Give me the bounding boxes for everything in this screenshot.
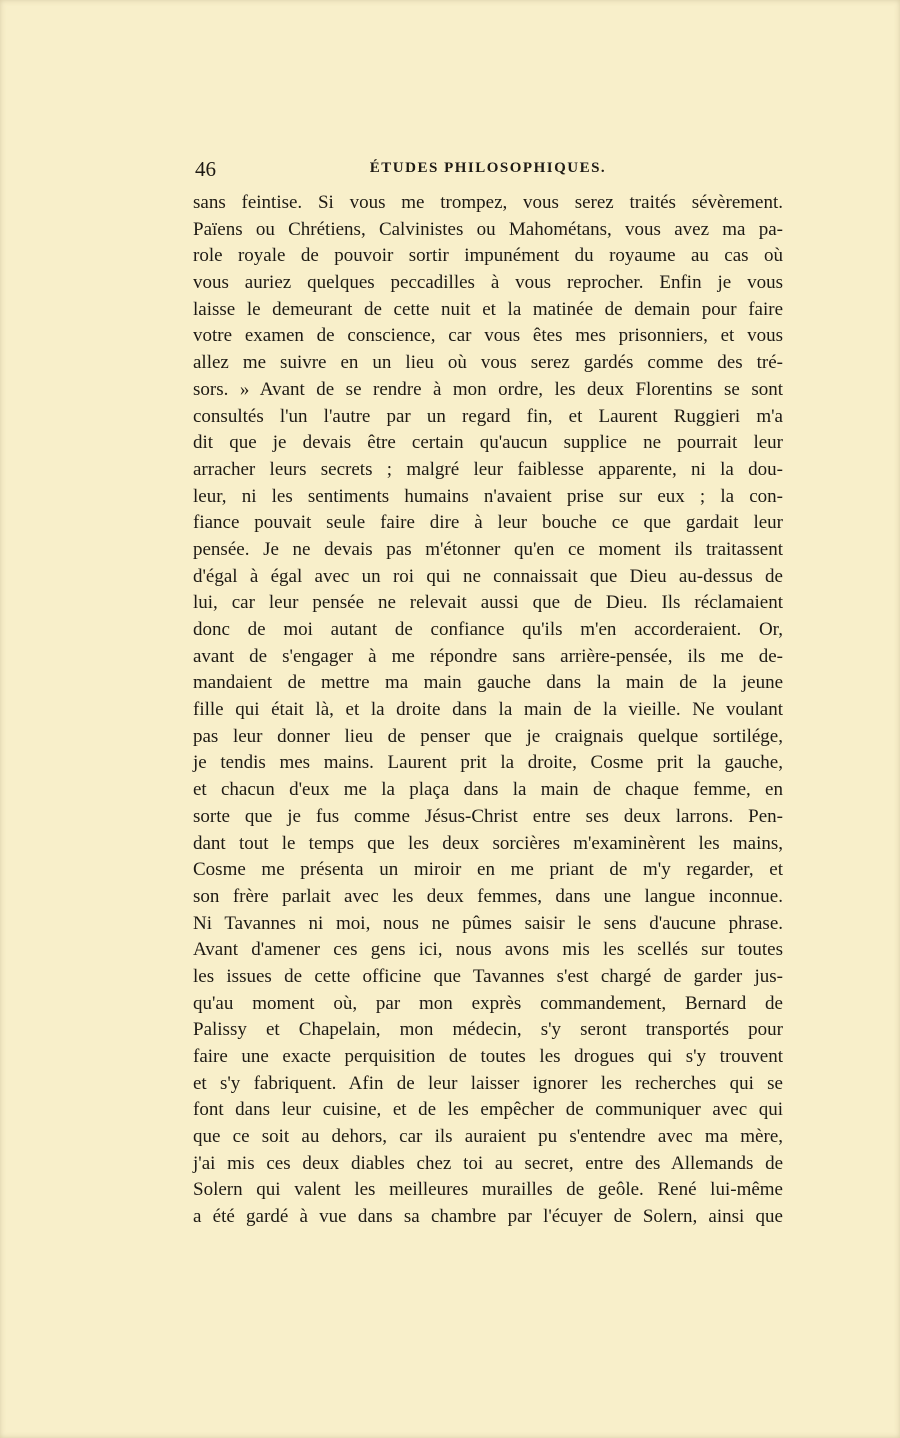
text-line: fiance pouvait seule faire dire à leur bouche ce que gardait leur bbox=[193, 512, 783, 534]
text-line: role royale de pouvoir sortir impunément du royaume au cas où bbox=[193, 245, 783, 267]
body-text bbox=[193, 190, 783, 1231]
text-line: faire une exacte perquisition de toutes les drogues qui s'y trouvent bbox=[193, 1046, 783, 1067]
text-line: sans feintise. Si vous me trompez, vous serez traités sévèrement. bbox=[193, 192, 783, 213]
text-line: laisse le demeurant de cette nuit et la matinée de demain pour faire bbox=[193, 298, 783, 320]
text-line: Païens ou Chrétiens, Calvinistes ou Mahométans, vous avez ma pa- bbox=[193, 218, 783, 240]
text-line: Ni Tavannes ni moi, nous ne pûmes saisir le sens d'aucune phrase. bbox=[193, 912, 783, 934]
text-line: je tendis mes mains. Laurent prit la droite, Cosme prit la gauche, bbox=[193, 752, 783, 774]
text-line: consultés l'un l'autre par un regard fin, et Laurent Ruggieri m'a bbox=[193, 405, 783, 427]
text-line: arracher leurs secrets ; malgré leur faiblesse apparente, ni la dou- bbox=[193, 458, 783, 480]
text-line: pas leur donner lieu de penser que je craignais quelque sortilége, bbox=[193, 725, 783, 747]
text-line: fille qui était là, et la droite dans la main de la vieille. Ne voulant bbox=[193, 699, 783, 721]
text-line: Avant d'amener ces gens ici, nous avons mis les scellés sur toutes bbox=[193, 939, 783, 961]
text-line: que ce soit au dehors, car ils auraient pu s'entendre avec ma mère, bbox=[193, 1126, 783, 1148]
text-line: les issues de cette officine que Tavannes s'est chargé de garder jus- bbox=[193, 965, 783, 987]
text-line: vous auriez quelques peccadilles à vous reprocher. Enfin je vous bbox=[193, 272, 783, 294]
text-line: donc de moi autant de confiance qu'ils m'en accorderaient. Or, bbox=[193, 619, 783, 640]
text-line: Palissy et Chapelain, mon médecin, s'y seront transportés pour bbox=[193, 1019, 783, 1041]
text-line: lui, car leur pensée ne relevait aussi que de Dieu. Ils réclamaient bbox=[193, 592, 783, 614]
text-line: Cosme me présenta un miroir en me priant de m'y regarder, et bbox=[193, 859, 783, 881]
text-line: allez me suivre en un lieu où vous serez gardés comme des tré- bbox=[193, 352, 783, 374]
text-line: sorte que je fus comme Jésus-Christ entre ses deux larrons. Pen- bbox=[193, 805, 783, 827]
text-line: avant de s'engager à me répondre sans arrière-pensée, ils me de- bbox=[193, 645, 783, 667]
text-line: leur, ni les sentiments humains n'avaient prise sur eux ; la con- bbox=[193, 485, 783, 507]
text-line: pensée. Je ne devais pas m'étonner qu'en ce moment ils traitassent bbox=[193, 538, 783, 560]
text-line: son frère parlait avec les deux femmes, dans une langue inconnue. bbox=[193, 885, 783, 907]
text-line: d'égal à égal avec un roi qui ne connaissait que Dieu au-dessus de bbox=[193, 565, 783, 587]
text-line: Solern qui valent les meilleures murailles de geôle. René lui-même bbox=[193, 1179, 783, 1201]
text-line: j'ai mis ces deux diables chez toi au secret, entre des Allemands de bbox=[193, 1152, 783, 1174]
page-number: 46 bbox=[195, 157, 216, 181]
text-line: et s'y fabriquent. Afin de leur laisser ignorer les recherches qui se bbox=[193, 1072, 783, 1094]
text-line: mandaient de mettre ma main gauche dans la main de la jeune bbox=[193, 672, 783, 694]
text-line: et chacun d'eux me la plaça dans la main de chaque femme, en bbox=[193, 779, 783, 801]
text-line: dant tout le temps que les deux sorcières m'examinèrent les mains, bbox=[193, 832, 783, 854]
text-line: font dans leur cuisine, et de les empêcher de communiquer avec qui bbox=[193, 1099, 783, 1121]
text-line: votre examen de conscience, car vous êtes mes prisonniers, et vous bbox=[193, 325, 783, 347]
text-line: a été gardé à vue dans sa chambre par l'écuyer de Solern, ainsi que bbox=[193, 1206, 783, 1228]
text-line: sors. » Avant de se rendre à mon ordre, les deux Florentins se sont bbox=[193, 378, 783, 400]
running-title: ÉTUDES PHILOSOPHIQUES. bbox=[369, 160, 607, 176]
text-line: qu'au moment où, par mon exprès commandement, Bernard de bbox=[193, 992, 783, 1014]
page-header bbox=[193, 157, 783, 185]
text-line: dit que je devais être certain qu'aucun supplice ne pourrait leur bbox=[193, 432, 783, 454]
